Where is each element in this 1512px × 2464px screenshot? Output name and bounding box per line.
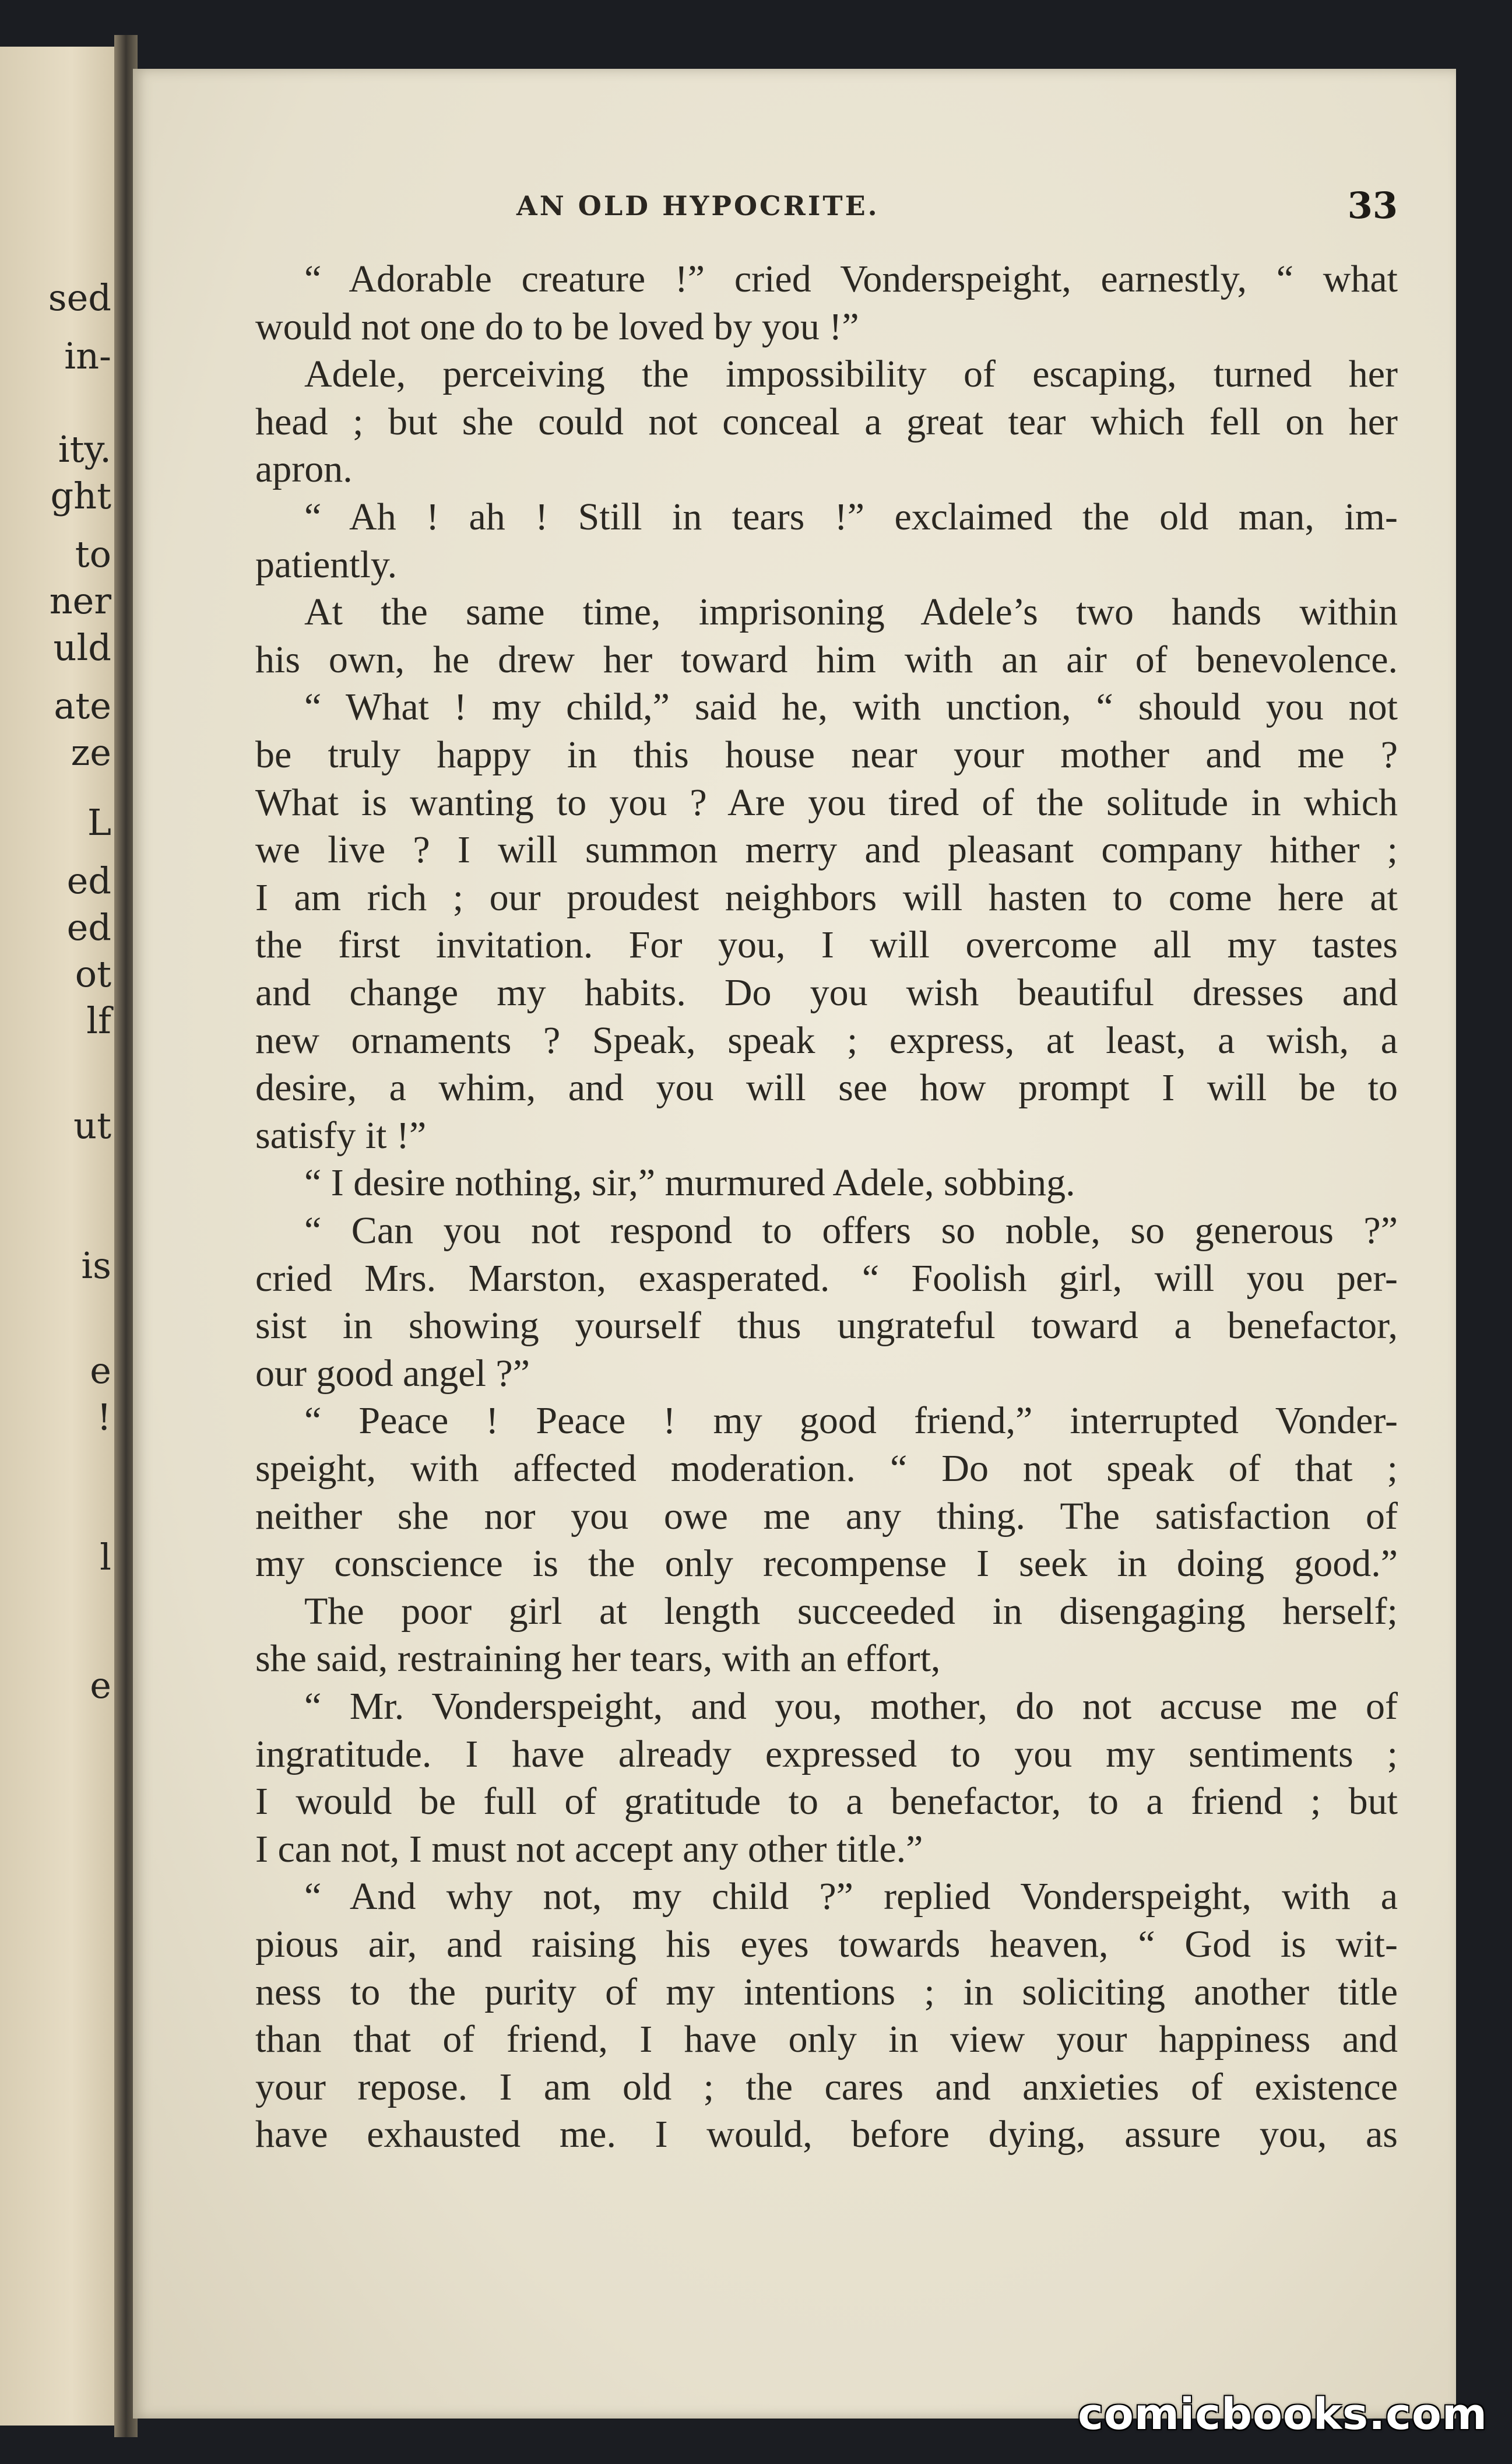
text-line: pious air, and raising his eyes towards heaven, “ God is wit- [255,1923,1398,1965]
text-line: I am rich ; our proudest neighbors will hasten to come here at [255,876,1398,919]
text-line: our good angel ?” [255,1352,530,1395]
text-line: have exhausted me. I would, before dying, assure you, as [255,2113,1398,2156]
left-page-fragment: L [87,801,111,844]
running-title: AN OLD HYPOCRITE. [516,190,880,222]
text-line: the first invitation. For you, I will overcome all my tastes [255,924,1398,967]
left-page-fragment: ght [50,475,111,517]
left-page-fragment: e [90,1664,111,1707]
text-line: “ Ah ! ah ! Still in tears !” exclaimed the old man, im- [304,496,1398,538]
left-facing-page [0,47,119,2426]
text-line: patiently. [255,543,398,586]
text-line: cried Mrs. Marston, exasperated. “ Foolish girl, will you per- [255,1256,1398,1300]
text-line: “ What ! my child,” said he, with unction, “ should you not [304,686,1398,729]
left-page-fragment: sed [48,276,111,319]
left-page-fragment: ate [54,685,111,727]
left-page-fragment: ! [97,1396,111,1438]
text-line: my conscience is the only recompense I seek in doing good.” [255,1542,1398,1585]
text-line: I would be full of gratitude to a benefactor, to a friend ; but [255,1780,1398,1823]
text-line: neither she nor you owe me any thing. The satisfaction of [255,1494,1398,1538]
text-line: “ I desire nothing, sir,” murmured Adele, sobbing. [304,1161,1075,1205]
left-page-fragment: ed [66,859,111,902]
book-page [133,69,1456,2419]
text-line: desire, a whim, and you will see how prompt I will be to [255,1066,1398,1110]
left-page-fragment: is [81,1244,111,1287]
text-line: “ Peace ! Peace ! my good friend,” interrupted Vonder- [304,1399,1398,1442]
text-line: his own, he drew her toward him with an air of benevolence. [255,638,1398,681]
left-page-fragment: in- [64,335,111,377]
left-page-fragment: e [90,1349,111,1392]
left-page-fragment: ity. [58,428,111,471]
text-line: than that of friend, I have only in view your happiness and [255,2018,1398,2061]
left-page-fragment: to [75,533,111,575]
text-line: ness to the purity of my intentions ; in soliciting another title [255,1970,1398,2013]
text-line: head ; but she could not conceal a great tear which fell on her [255,400,1398,443]
page-number: 33 [1347,184,1398,227]
text-line: “ Can you not respond to offers so noble, so generous ?” [304,1209,1398,1252]
left-page-fragment: ed [66,906,111,949]
text-line: satisfy it !” [255,1114,427,1157]
left-page-fragment: ner [49,580,111,622]
text-line: “ And why not, my child ?” replied Vonderspeight, with a [304,1875,1398,1918]
text-line: we live ? I will summon merry and pleasant company hither ; [255,829,1398,872]
left-page-fragment: ut [73,1104,111,1147]
left-page-fragment: ot [75,953,111,995]
text-line: she said, restraining her tears, with an effort, [255,1637,941,1680]
text-line: The poor girl at length succeeded in disengaging herself; [304,1589,1398,1633]
left-page-fragment: ze [71,731,111,774]
text-line: new ornaments ? Speak, speak ; express, at least, a wish, a [255,1019,1398,1062]
left-page-fragment: l [100,1536,111,1578]
text-line: ingratitude. I have already expressed to you my sentiments ; [255,1732,1398,1775]
text-line: What is wanting to you ? Are you tired of the solitude in which [255,781,1398,824]
text-line: I can not, I must not accept any other title.” [255,1827,923,1870]
page-header [133,180,1456,232]
text-line: apron. [255,448,353,491]
text-line: “ Adorable creature !” cried Vonderspeight, earnestly, “ what [304,258,1398,300]
text-line: be truly happy in this house near your mother and me ? [255,733,1398,776]
text-line: speight, with affected moderation. “ Do not speak of that ; [255,1447,1398,1490]
text-line: Adele, perceiving the impossibility of escaping, turned her [304,353,1398,396]
watermark: comicbooks.com [1078,2389,1488,2440]
text-line: sist in showing yourself thus ungrateful toward a benefactor, [255,1304,1398,1347]
left-page-fragment: uld [53,626,111,669]
text-line: At the same time, imprisoning Adele’s two hands within [304,591,1398,634]
text-line: would not one do to be loved by you !” [255,305,859,348]
text-line: and change my habits. Do you wish beautiful dresses and [255,971,1398,1014]
text-line: your repose. I am old ; the cares and anxieties of existence [255,2065,1398,2108]
left-page-fragment: lf [86,999,111,1042]
text-line: “ Mr. Vonderspeight, and you, mother, do not accuse me of [304,1685,1398,1728]
